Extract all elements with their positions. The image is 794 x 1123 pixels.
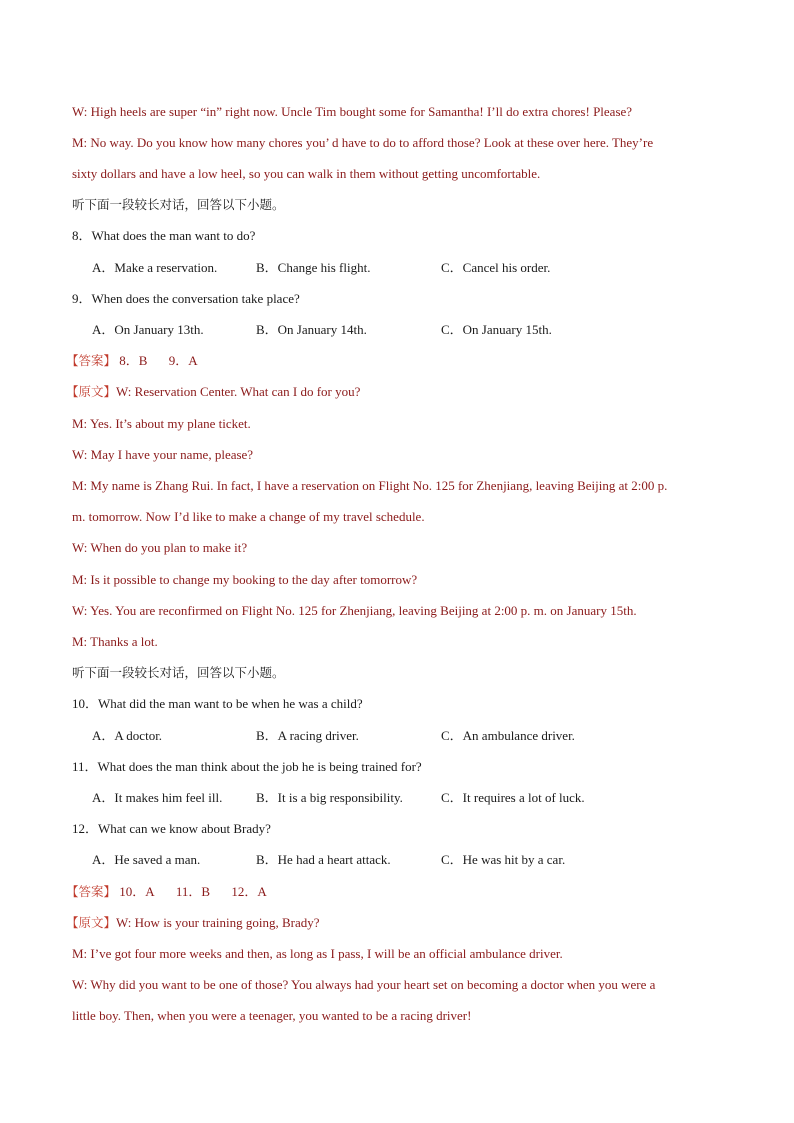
transcript-1-line: W: Yes. You are reconfirmed on Flight No. 125 for Zhenjiang, leaving Beijing at 2:00 p. m. on January 15th. bbox=[72, 603, 637, 618]
transcript-1-line: M: My name is Zhang Rui. In fact, I have a reservation on Flight No. 125 for Zhenjiang, leaving Beijing at 2:00 p. bbox=[72, 478, 668, 493]
question-10-option-b: B．A racing driver. bbox=[256, 728, 359, 743]
question-11-stem: 11．What does the man think about the job he is being trained for? bbox=[72, 759, 422, 774]
question-8-option-b: B．Change his flight. bbox=[256, 260, 371, 275]
answer-11: 11．B bbox=[175, 884, 211, 899]
answer-10: 10．A bbox=[119, 884, 155, 899]
transcript-1-line: M: Is it possible to change my booking to the day after tomorrow? bbox=[72, 572, 418, 587]
question-8-stem: 8．What does the man want to do? bbox=[72, 228, 256, 243]
transcript-1-line: M: Thanks a lot. bbox=[72, 634, 158, 649]
question-12-option-b: B．He had a heart attack. bbox=[256, 852, 391, 867]
transcript-2-line: little boy. Then, when you were a teenager, you wanted to be a racing driver! bbox=[72, 1008, 472, 1023]
transcript-label: 【原文】 bbox=[66, 915, 117, 930]
question-8-option-a: A．Make a reservation. bbox=[92, 260, 218, 275]
transcript-1-line: W: When do you plan to make it? bbox=[72, 540, 248, 555]
transcript-1-line: m. tomorrow. Now I’d like to make a change of my travel schedule. bbox=[72, 509, 425, 524]
question-10-option-c: C．An ambulance driver. bbox=[441, 728, 575, 743]
transcript-2-text: W: How is your training going, Brady? bbox=[116, 915, 320, 930]
question-12-option-a: A．He saved a man. bbox=[92, 852, 201, 867]
dialog1-line-3: sixty dollars and have a low heel, so you can walk in them without getting uncomfortable. bbox=[72, 166, 541, 181]
question-9-option-b: B．On January 14th. bbox=[256, 322, 367, 337]
answer-label: 【答案】 bbox=[66, 884, 117, 899]
dialog1-line-2: M: No way. Do you know how many chores you’ d have to do to afford those? Look at these over here. They’re bbox=[72, 135, 654, 150]
question-10-stem: 10．What did the man want to be when he was a child? bbox=[72, 696, 363, 711]
transcript-label: 【原文】 bbox=[66, 384, 117, 399]
question-11-option-b: B．It is a big responsibility. bbox=[256, 790, 403, 805]
answer-8: 8．B bbox=[119, 353, 148, 368]
transcript-2-first-line bbox=[66, 915, 320, 931]
question-9-option-c: C．On January 15th. bbox=[441, 322, 552, 337]
transcript-1-line: M: Yes. It’s about my plane ticket. bbox=[72, 416, 251, 431]
dialog1-line-1: W: High heels are super “in” right now. Uncle Tim bought some for Samantha! I’ll do extra chores! Please? bbox=[72, 104, 633, 119]
question-12-option-c: C．He was hit by a car. bbox=[441, 852, 566, 867]
section-intro-1: 听下面一段较长对话，回答以下小题。 bbox=[72, 197, 285, 212]
transcript-1-first-line bbox=[66, 384, 360, 400]
transcript-2-line: W: Why did you want to be one of those? You always had your heart set on becoming a doctor when you were a bbox=[72, 977, 656, 992]
answer-label: 【答案】 bbox=[66, 353, 117, 368]
question-11-option-c: C．It requires a lot of luck. bbox=[441, 790, 585, 805]
question-8-option-c: C．Cancel his order. bbox=[441, 260, 551, 275]
transcript-2-line: M: I’ve got four more weeks and then, as long as I pass, I will be an official ambulance driver. bbox=[72, 946, 563, 961]
question-9-stem: 9．When does the conversation take place? bbox=[72, 291, 300, 306]
answer-12: 12．A bbox=[231, 884, 267, 899]
answer-key-2 bbox=[66, 884, 285, 900]
transcript-1-text: W: Reservation Center. What can I do for you? bbox=[116, 384, 361, 399]
question-9-option-a: A．On January 13th. bbox=[92, 322, 204, 337]
answer-9: 9．A bbox=[168, 353, 198, 368]
question-10-option-a: A．A doctor. bbox=[92, 728, 163, 743]
transcript-1-line: W: May I have your name, please? bbox=[72, 447, 254, 462]
answer-key-1 bbox=[66, 353, 216, 369]
section-intro-2: 听下面一段较长对话，回答以下小题。 bbox=[72, 665, 285, 680]
question-12-stem: 12．What can we know about Brady? bbox=[72, 821, 271, 836]
question-11-option-a: A．It makes him feel ill. bbox=[92, 790, 223, 805]
